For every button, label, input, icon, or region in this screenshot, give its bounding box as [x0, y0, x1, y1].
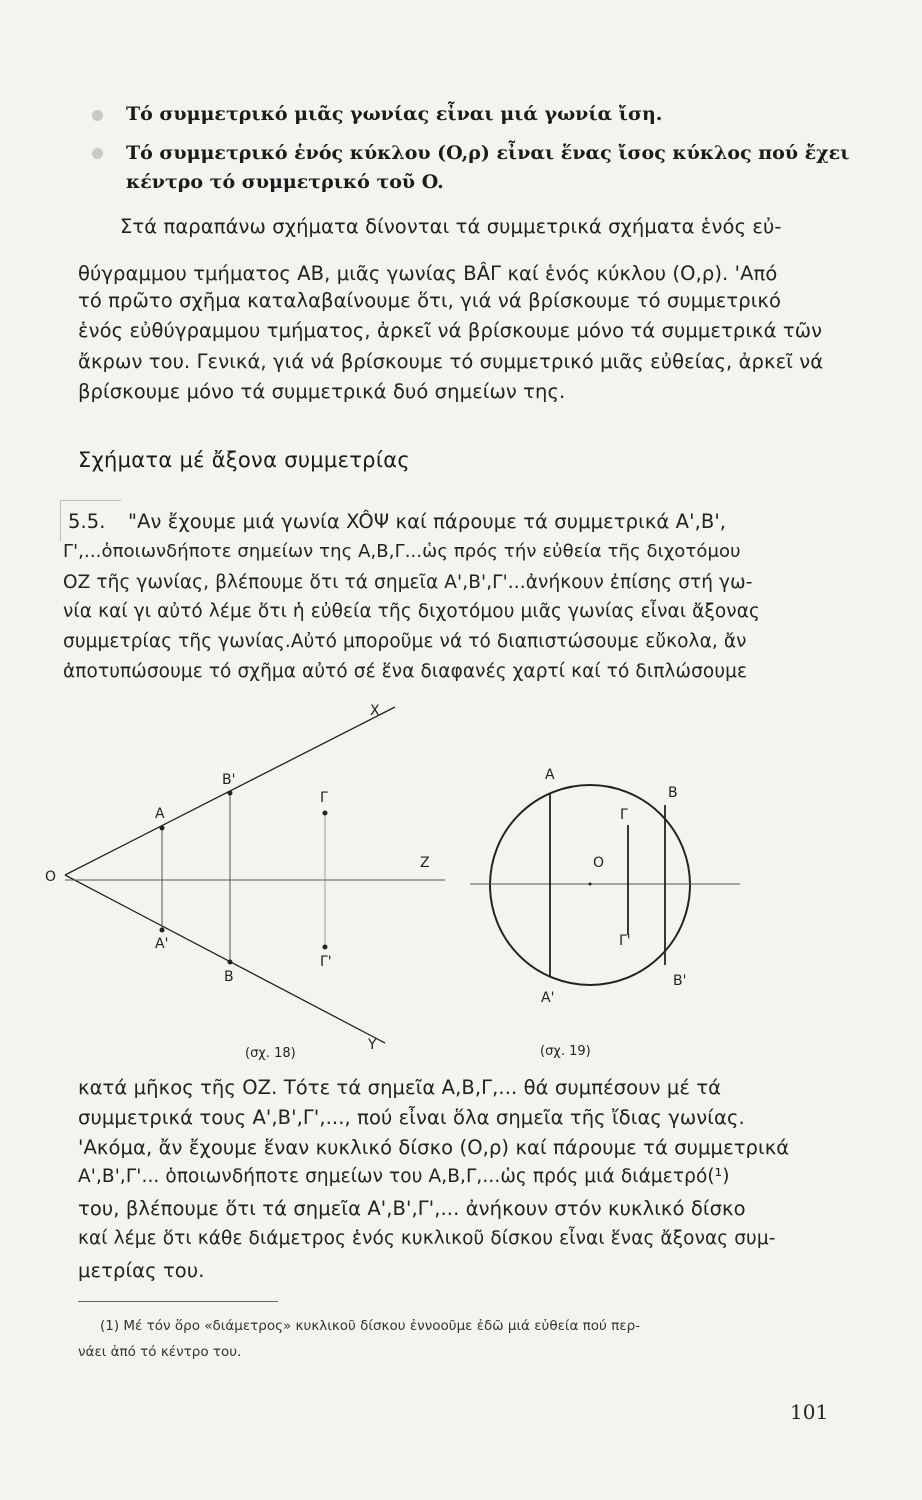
section-heading: Σχήματα μέ ἄξονα συμμετρίας	[78, 448, 410, 472]
label-y: Y	[368, 1037, 377, 1053]
point-a	[160, 826, 165, 831]
label-g-prime: Γ'	[619, 933, 631, 949]
paragraph-line: 'Ακόμα, ἄν ἔχουμε ἕναν κυκλικό δίσκο (O,ρ) καί πάρουμε τά συμμετρικά	[78, 1136, 790, 1159]
point-a-prime	[160, 928, 165, 933]
label-a: A	[545, 767, 555, 783]
label-g: Γ	[320, 790, 328, 806]
label-x: X	[370, 703, 380, 719]
paragraph-line: μετρίας του.	[78, 1259, 205, 1282]
intro-line: ἑνός εὐθύγραμμου τμήματος, ἀρκεῖ νά βρίσκουμε μόνο τά συμμετρικά τῶν	[78, 319, 823, 342]
paragraph-line: A',B',Γ'... ὁποιωνδήποτε σημείων του A,B,Γ,...ὡς πρός μιά διάμετρό(¹)	[78, 1166, 730, 1187]
paragraph-line: ἀποτυπώσουμε τό σχῆμα αὐτό σέ ἕνα διαφανές χαρτί καί τό διπλώσουμε	[63, 661, 748, 682]
footnote-rule	[78, 1301, 278, 1302]
center-o	[589, 883, 592, 886]
label-g: Γ	[620, 807, 628, 823]
paragraph-line: κατά μῆκος τῆς OZ. Τότε τά σημεῖα A,B,Γ,... θά συμπέσουν μέ τά	[78, 1076, 722, 1099]
intro-line: θύγραμμου τμήματος AB, μιᾶς γωνίας BÂΓ καί ἑνός κύκλου (O,ρ). 'Από	[78, 262, 778, 285]
point-b	[228, 960, 233, 965]
label-a-prime: A'	[541, 990, 555, 1006]
footnote-line: (1) Μέ τόν ὅρο «διάμετρος» κυκλικοῦ δίσκου ἐννοοῦμε ἐδῶ μιά εὐθεία πού περ-	[100, 1318, 641, 1334]
paragraph-line: του, βλέπουμε ὅτι τά σημεῖα A',B',Γ',... ἀνήκουν στόν κυκλικό δίσκο	[78, 1197, 746, 1220]
paragraph-line: συμμετρικά τους A',B',Γ',..., πού εἶναι ὅλα σημεῖα τῆς ἴδιας γωνίας.	[78, 1106, 745, 1129]
point-b-prime	[228, 791, 233, 796]
label-g-prime: Γ'	[320, 954, 332, 970]
paragraph-line: OZ τῆς γωνίας, βλέπουμε ὅτι τά σημεῖα A',B',Γ'...ἀνήκουν ἐπίσης στή γω-	[63, 572, 753, 593]
figure-19	[465, 755, 755, 1075]
label-o: O	[593, 855, 605, 871]
page-number: 101	[790, 1400, 829, 1424]
label-b-prime: B'	[673, 973, 687, 989]
figure-18-caption: (σχ. 18)	[245, 1046, 296, 1061]
bullet-dot	[92, 148, 103, 159]
paragraph-line: νία καί γι αὐτό λέμε ὅτι ἡ εὐθεία τῆς διχοτόμου μιᾶς γωνίας εἶναι ἄξονας	[63, 601, 760, 622]
bullet-line	[126, 142, 850, 164]
point-g-prime	[323, 945, 328, 950]
label-a: A	[155, 806, 165, 822]
paragraph-line: Γ',...ὁποιωνδήποτε σημείων της A,B,Γ...ὡς πρός τήν εὐθεία τῆς διχοτόμου	[63, 541, 741, 562]
bullet-text-cont: κέντρο τό συμμετρικό τοῦ O.	[126, 171, 444, 193]
paragraph-number: 5.5.	[68, 510, 106, 533]
footnote-line: νάει ἀπό τό κέντρο του.	[78, 1344, 242, 1360]
intro-line: τό πρῶτο σχῆμα καταλαβαίνουμε ὅτι, γιά νά βρίσκουμε τό συμμετρικό	[78, 289, 782, 312]
ray-oy	[65, 875, 385, 1043]
figure-18	[40, 695, 460, 1075]
bullet-line-text: Τό συμμετρικό ἑνός κύκλου (O,ρ) εἶναι ἕνας ἴσος κύκλος πού ἔχει	[126, 142, 850, 164]
paragraph-line: καί λέμε ὅτι κάθε διάμετρος ἑνός κυκλικοῦ δίσκου εἶναι ἕνας ἄξονας συμ-	[78, 1228, 776, 1249]
intro-line: ἄκρων του. Γενικά, γιά νά βρίσκουμε τό συμμετρικό μιᾶς εὐθείας, ἀρκεῖ νά	[78, 350, 824, 373]
label-o: O	[45, 869, 57, 885]
point-g	[323, 811, 328, 816]
label-a-prime: A'	[155, 936, 169, 952]
paragraph-line: "Αν ἔχουμε μιά γωνία XÔΨ καί πάρουμε τά συμμετρικά A',B',	[128, 510, 727, 533]
paragraph-line: συμμετρίας τῆς γωνίας.Αὐτό μποροῦμε νά τό διαπιστώσουμε εὔκολα, ἄν	[63, 631, 747, 652]
bullet-text: Τό συμμετρικό μιᾶς γωνίας εἶναι μιά γωνία ἴση.	[126, 103, 663, 125]
intro-line: βρίσκουμε μόνο τά συμμετρικά δυό σημείων της.	[78, 380, 566, 403]
intro-line: Στά παραπάνω σχήματα δίνονται τά συμμετρικά σχήματα ἑνός εὐ-	[120, 215, 782, 238]
label-b: B	[668, 785, 678, 801]
label-b-prime: B'	[222, 772, 236, 788]
label-z: Z	[420, 855, 430, 871]
bullet-dot	[92, 110, 103, 121]
figure-19-caption: (σχ. 19)	[540, 1044, 591, 1059]
label-b: B	[224, 969, 234, 985]
bullet-text	[126, 142, 850, 164]
